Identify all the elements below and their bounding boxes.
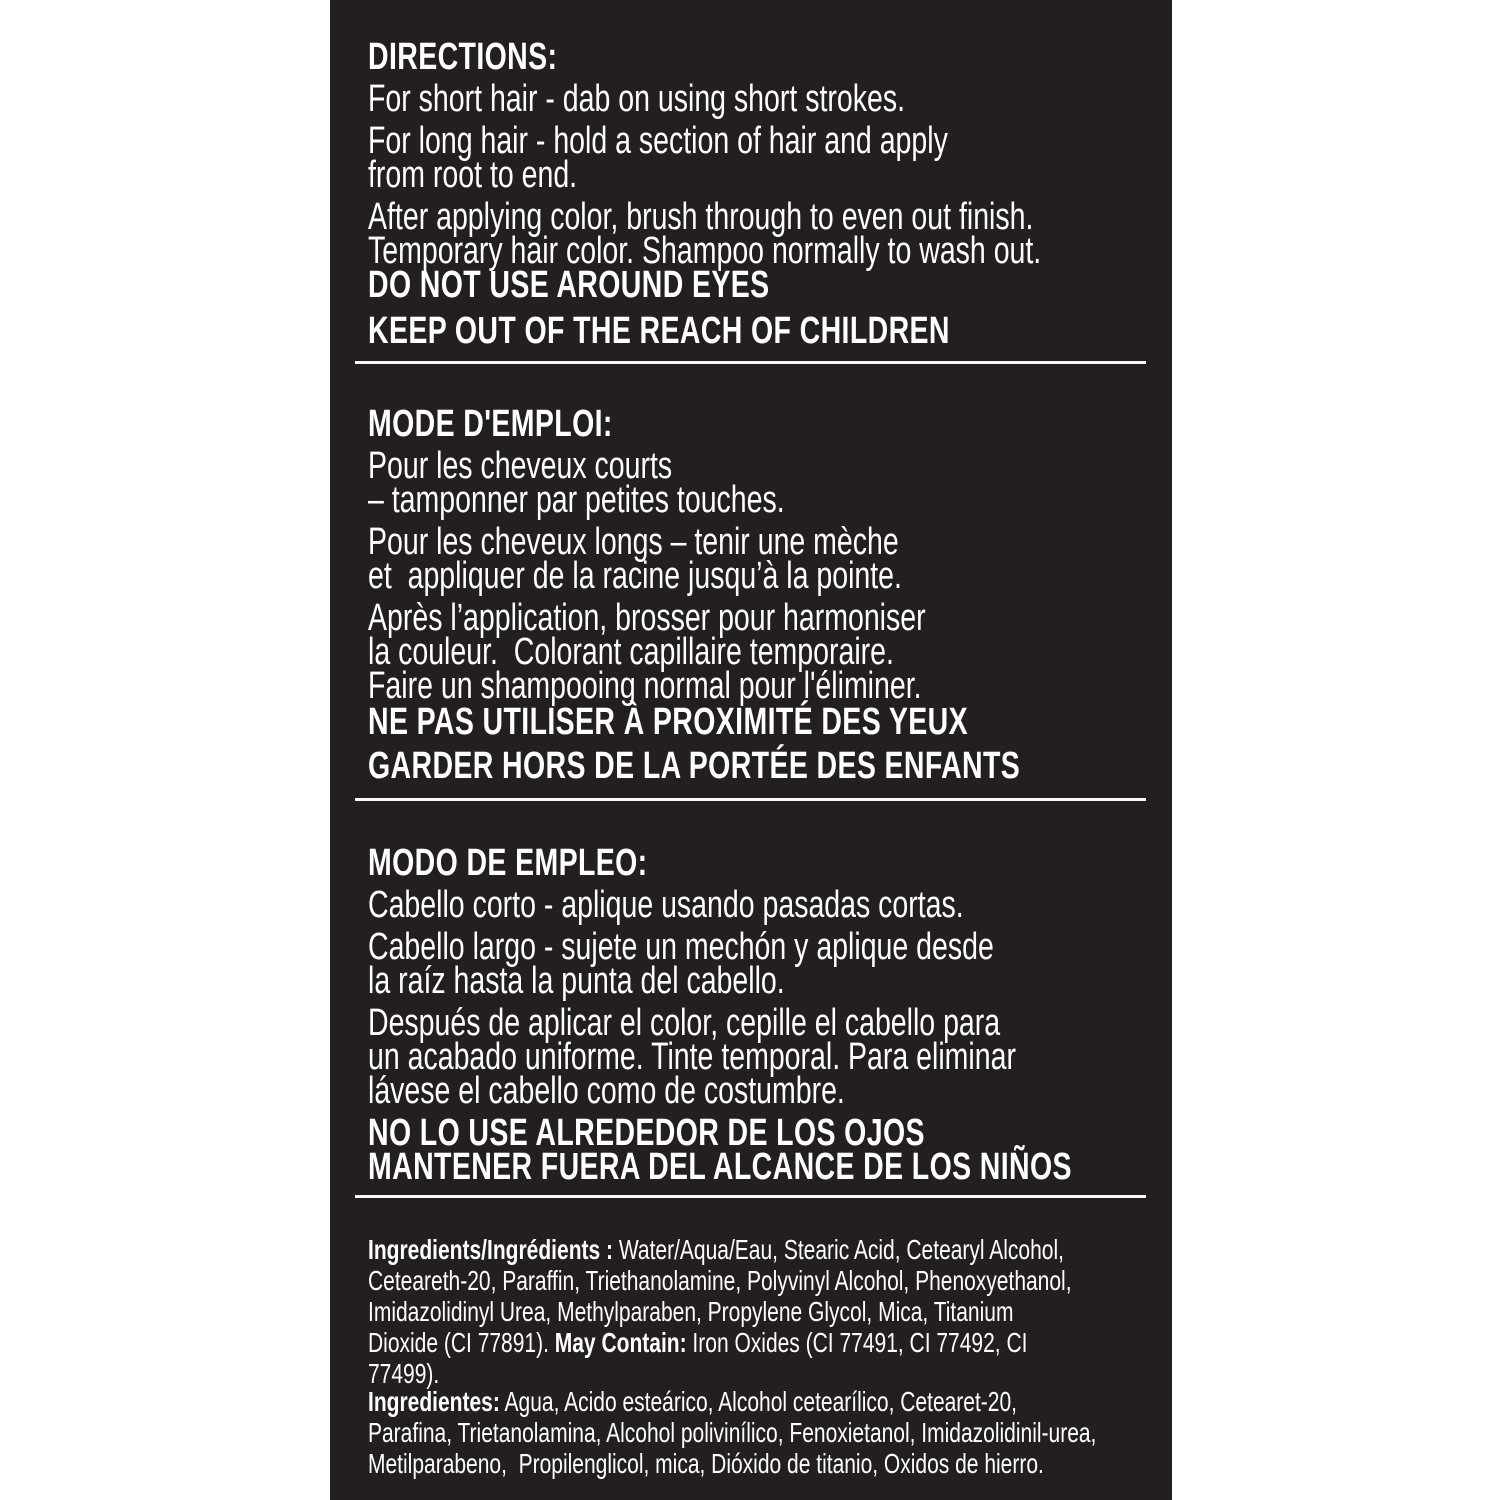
section-divider bbox=[355, 361, 1146, 364]
ingredients-line bbox=[368, 1386, 1154, 1417]
text-line: la raíz hasta la punta del cabello. bbox=[368, 960, 785, 1002]
ingredients-line: 77499). bbox=[368, 1358, 440, 1389]
paragraph bbox=[368, 196, 1154, 272]
modo-de-empleo-section bbox=[368, 842, 1154, 1188]
text-line: et appliquer de la racine jusqu’à la pointe. bbox=[368, 555, 902, 597]
ingredients-text: Agua, Acido esteárico, Alcohol cetearílico, Cetearet-20, bbox=[499, 1386, 1017, 1417]
text-line: For long hair - hold a section of hair and apply bbox=[368, 120, 948, 162]
mode-demploi-section bbox=[368, 403, 1154, 787]
ingredients-es-paragraph bbox=[368, 1386, 1154, 1479]
paragraph bbox=[368, 521, 1154, 597]
text-line: lávese el cabello como de costumbre. bbox=[368, 1070, 845, 1112]
warning-line: MANTENER FUERA DEL ALCANCE DE LOS NIÑOS bbox=[368, 1146, 1072, 1188]
ingredients-label: Ingredients/Ingrédients : bbox=[368, 1234, 614, 1265]
ingredients-line: Parafina, Trietanolamina, Alcohol polivinílico, Fenoxietanol, Imidazolidinil-urea, bbox=[368, 1417, 1097, 1448]
warning-paragraph bbox=[368, 745, 1154, 787]
text-line: Pour les cheveux courts bbox=[368, 445, 673, 487]
warning-paragraph bbox=[368, 1112, 1154, 1188]
section-divider bbox=[355, 1195, 1146, 1198]
ingredients-line: Imidazolidinyl Urea, Methylparaben, Propylene Glycol, Mica, Titanium bbox=[368, 1296, 1014, 1327]
ingredients-text: Water/Aqua/Eau, Stearic Acid, Cetearyl Alcohol, bbox=[613, 1234, 1064, 1265]
ingredients-text: Iron Oxides (CI 77491, CI 77492, CI bbox=[686, 1327, 1028, 1358]
ingredients-line bbox=[368, 1234, 1154, 1265]
ingredients-text: Dioxide (CI 77891). bbox=[368, 1327, 555, 1358]
text-line: – tamponner par petites touches. bbox=[368, 479, 785, 521]
paragraph bbox=[368, 78, 1154, 120]
text-line: Después de aplicar el color, cepille el cabello para bbox=[368, 1002, 1001, 1044]
paragraph bbox=[368, 1002, 1154, 1112]
text-line: Faire un shampooing normal pour l'éliminer. bbox=[368, 665, 922, 707]
warning-paragraph bbox=[368, 264, 1154, 306]
mode-demploi-heading: MODE D'EMPLOI: bbox=[368, 403, 613, 445]
ingredients-en-paragraph bbox=[368, 1234, 1154, 1389]
directions-section bbox=[368, 36, 1154, 352]
ingredients-line: Metilparabeno, Propilenglicol, mica, Dióxido de titanio, Oxidos de hierro. bbox=[368, 1448, 1044, 1479]
warning-line: NE PAS UTILISER À PROXIMITÉ DES YEUX bbox=[368, 701, 968, 743]
paragraph bbox=[368, 926, 1154, 1002]
warning-line: NO LO USE ALREDEDOR DE LOS OJOS bbox=[368, 1112, 925, 1154]
warning-paragraph bbox=[368, 701, 1154, 743]
text-line: from root to end. bbox=[368, 154, 578, 196]
ingredients-line: Ceteareth-20, Paraffin, Triethanolamine, Polyvinyl Alcohol, Phenoxyethanol, bbox=[368, 1265, 1072, 1296]
text-line: Pour les cheveux longs – tenir une mèche bbox=[368, 521, 899, 563]
ingredients-line bbox=[368, 1327, 1154, 1358]
text-line: Après l’application, brosser pour harmoniser bbox=[368, 597, 926, 639]
ingredientes-label: Ingredientes: bbox=[368, 1386, 500, 1417]
paragraph bbox=[368, 120, 1154, 196]
paragraph bbox=[368, 597, 1154, 707]
paragraph bbox=[368, 884, 1154, 926]
may-contain-label: May Contain: bbox=[554, 1327, 687, 1358]
text-line: un acabado uniforme. Tinte temporal. Para eliminar bbox=[368, 1036, 1016, 1078]
warning-line: DO NOT USE AROUND EYES bbox=[368, 264, 770, 306]
text-line: Temporary hair color. Shampoo normally to wash out. bbox=[368, 230, 1042, 272]
modo-de-empleo-heading: MODO DE EMPLEO: bbox=[368, 842, 648, 884]
label-panel bbox=[330, 0, 1172, 1500]
text-line: For short hair - dab on using short strokes. bbox=[368, 78, 905, 120]
text-line: After applying color, brush through to even out finish. bbox=[368, 196, 1034, 238]
text-line: la couleur. Colorant capillaire temporaire. bbox=[368, 631, 894, 673]
text-line: Cabello largo - sujete un mechón y aplique desde bbox=[368, 926, 994, 968]
warning-line: KEEP OUT OF THE REACH OF CHILDREN bbox=[368, 310, 950, 352]
section-divider bbox=[355, 798, 1146, 801]
warning-paragraph bbox=[368, 310, 1154, 352]
paragraph bbox=[368, 445, 1154, 521]
warning-line: GARDER HORS DE LA PORTÉE DES ENFANTS bbox=[368, 745, 1021, 787]
directions-heading: DIRECTIONS: bbox=[368, 36, 558, 78]
text-line: Cabello corto - aplique usando pasadas cortas. bbox=[368, 884, 964, 926]
